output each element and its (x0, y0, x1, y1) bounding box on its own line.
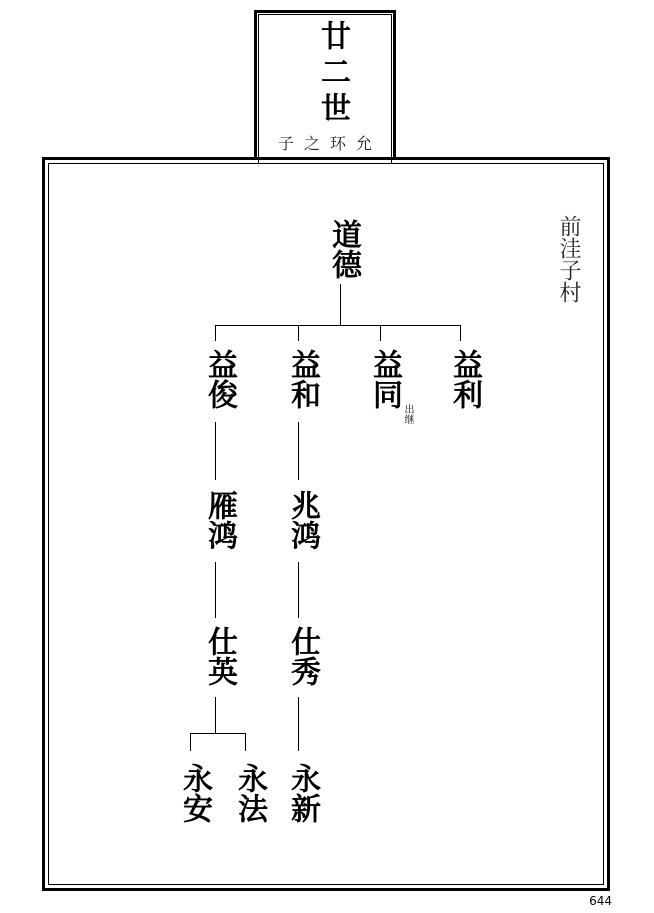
person-gen2: 益利 (447, 349, 482, 409)
connector-gen5 (215, 697, 216, 733)
generation-subtitle: 子之环允 (277, 134, 382, 153)
connector-gen2-drop (298, 325, 299, 341)
person-gen2: 益同 (367, 349, 402, 409)
connector-gen2-drop (380, 325, 381, 341)
connector-gen5-drop (245, 733, 246, 751)
village-label: 前洼子村 (556, 215, 581, 303)
generation-title: 廿二世 (315, 20, 350, 128)
connector-gen5-drop (190, 733, 191, 751)
connector-gen5 (298, 697, 299, 751)
connector-gen3 (215, 422, 216, 480)
connector-gen5-horizontal (190, 733, 245, 734)
connector-root-down (340, 284, 341, 326)
connector-gen2-drop (460, 325, 461, 341)
adoption-note: 出继 (402, 404, 413, 424)
connector-gen2-horizontal (215, 325, 461, 326)
connector-gen3 (298, 422, 299, 480)
person-gen3: 兆鸿 (285, 490, 320, 550)
connector-gen4 (215, 562, 216, 618)
person-gen5: 永法 (232, 763, 267, 823)
person-gen5: 永安 (177, 763, 212, 823)
person-gen4: 仕秀 (285, 626, 320, 686)
connector-gen2-drop (215, 325, 216, 341)
person-gen3: 雁鸿 (202, 490, 237, 550)
person-gen5: 永新 (285, 763, 320, 823)
person-root: 道德 (326, 219, 361, 279)
person-gen2: 益和 (285, 349, 320, 409)
person-gen2: 益俊 (202, 349, 237, 409)
page-number: 644 (589, 894, 612, 908)
person-gen4: 仕英 (202, 626, 237, 686)
connector-gen4 (298, 562, 299, 618)
